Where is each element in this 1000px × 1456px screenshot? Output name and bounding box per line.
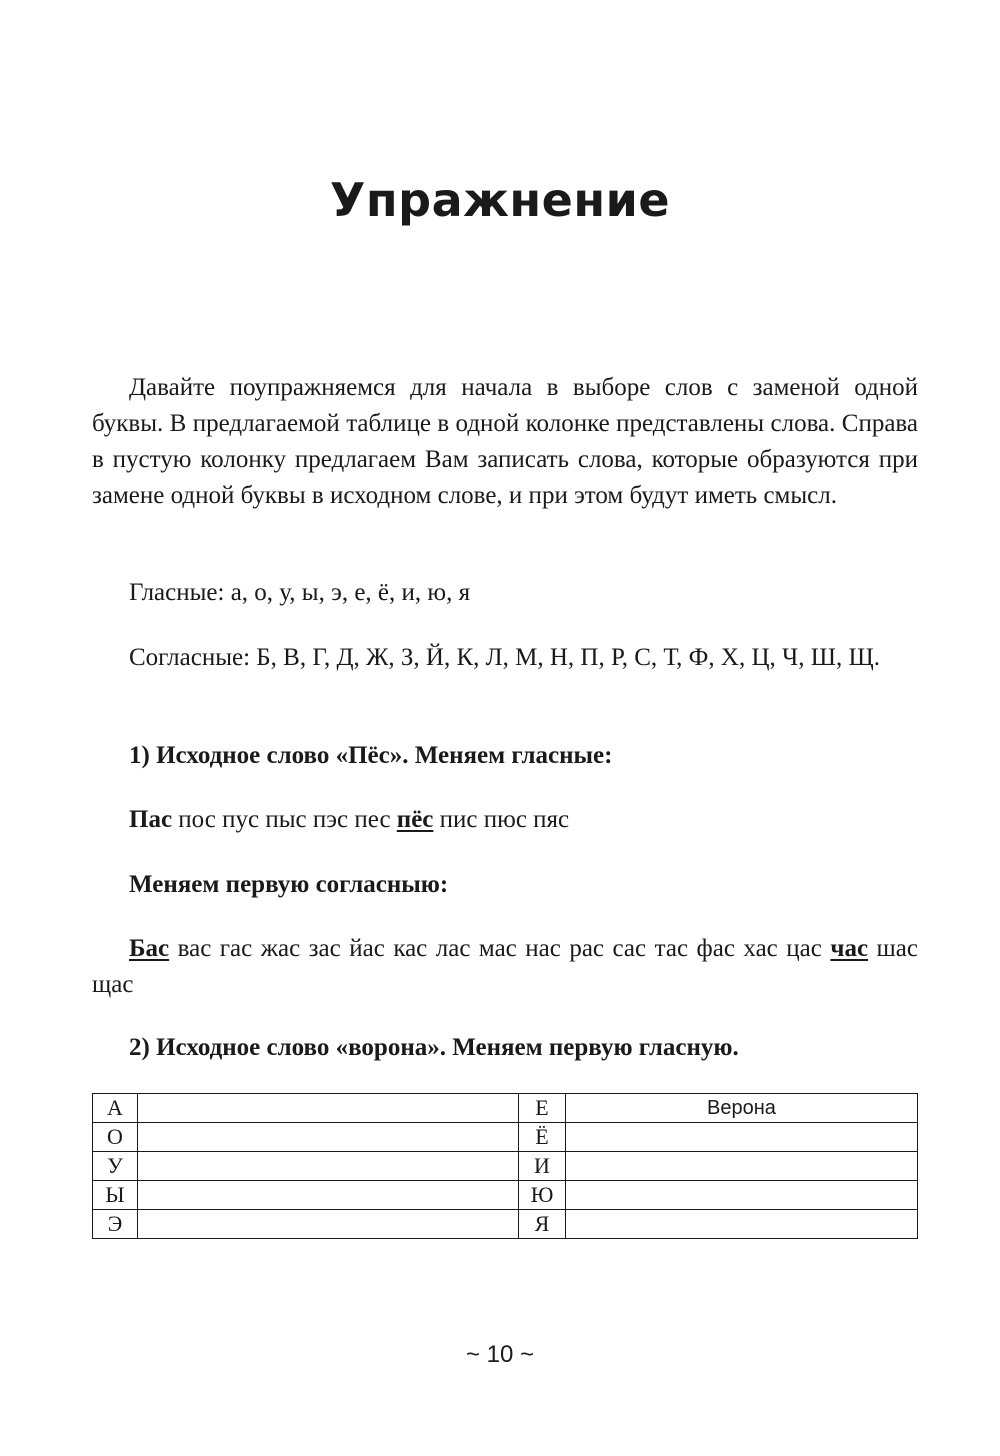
word-first: Бас [129,935,170,962]
table-row [93,1094,918,1123]
right-answer-cell[interactable] [566,1181,918,1210]
table-row [93,1181,918,1210]
page-number: ~ 10 ~ [465,1341,535,1368]
right-answer-cell[interactable] [566,1210,918,1239]
right-answer-cell[interactable] [566,1152,918,1181]
right-letter-cell: И [519,1152,566,1181]
task1-vowel-words [92,802,918,838]
word-first: Пас [129,806,173,833]
left-answer-cell[interactable] [138,1210,519,1239]
vowel-replacement-table [92,1093,918,1239]
table-row [93,1123,918,1152]
table-row [93,1210,918,1239]
table-row [93,1152,918,1181]
left-answer-cell[interactable] [138,1094,519,1123]
right-letter-cell: Я [519,1210,566,1239]
word-highlight: пёс [396,806,434,833]
task1-consonant-words [92,931,918,1003]
right-answer-cell[interactable]: Верона [566,1094,918,1123]
task2-heading: 2) Исходное слово «ворона». Меняем первую гласную. [129,1034,739,1061]
left-letter-cell: О [93,1123,138,1152]
right-answer-cell[interactable] [566,1123,918,1152]
left-letter-cell: Э [93,1210,138,1239]
word-list: вас гас жас зас йас кас лас мас нас рас сас тас фас хас цас [169,935,831,962]
left-letter-cell: А [93,1094,138,1123]
intro-paragraph: Давайте поупражняемся для начала в выборе слов с заменой одной буквы. В предлагаемой таблице в одной колонке представлены слова. Справа в пустую колонку предлагаем Вам записать слова, которые образуются при замене одной буквы в исходном слове, и при этом будут иметь смысл. [92,374,918,509]
left-answer-cell[interactable] [138,1181,519,1210]
word-list-rest: шас щас [92,935,919,998]
consonants-list: Согласные: Б, В, Г, Д, Ж, З, Й, К, Л, М, Н, П, Р, С, Т, Ф, Х, Ц, Ч, Ш, Щ. [129,644,880,671]
task1-consonant-heading: Меняем первую согласныю: [129,871,449,898]
right-letter-cell: Е [519,1094,566,1123]
word-list: пос пус пыс пэс пес [172,806,397,833]
left-answer-cell[interactable] [138,1123,519,1152]
left-letter-cell: Ы [93,1181,138,1210]
word-highlight: час [830,935,869,962]
right-letter-cell: Ю [519,1181,566,1210]
vowels-list: Гласные: а, о, у, ы, э, е, ё, и, ю, я [129,579,471,606]
page-title: Упражнение [329,173,671,227]
left-letter-cell: У [93,1152,138,1181]
left-answer-cell[interactable] [138,1152,519,1181]
task1-heading: 1) Исходное слово «Пёс». Меняем гласные: [129,742,613,769]
right-letter-cell: Ё [519,1123,566,1152]
word-list-rest: пис пюс пяс [433,806,570,833]
